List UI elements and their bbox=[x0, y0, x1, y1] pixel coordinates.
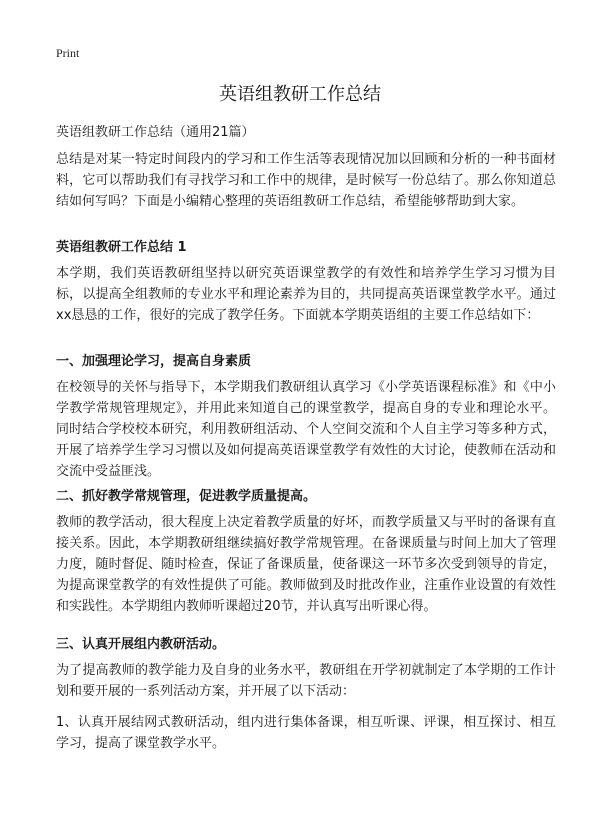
part-1-heading: 一、加强理论学习，提高自身素质 bbox=[56, 354, 252, 369]
document-title: 英语组教研工作总结 bbox=[219, 84, 381, 105]
part-3-paragraph: 为了提高教师的教学能力及自身的业务水平，教研组在开学初就制定了本学期的工作计划和要开展的一系列活动方案，并开展了以下活动： bbox=[56, 663, 556, 699]
print-label: Print bbox=[56, 46, 80, 60]
document-subtitle: 英语组教研工作总结（通用21篇） bbox=[56, 125, 255, 140]
intro-paragraph: 总结是对某一特定时间段内的学习和工作生活等表现情况加以回顾和分析的一种书面材料，它可以帮助我们有寻找学习和工作中的规律，是时候写一份总结了。那么你知道总结如何写吗？下面是小编精心整理的英语组教研工作总结，希望能够帮助到大家。 bbox=[56, 152, 556, 209]
part-2-heading: 二、抓好教学常规管理，促进教学质量提高。 bbox=[56, 489, 317, 504]
section-1-heading: 英语组教研工作总结 1 bbox=[56, 240, 187, 255]
part-3-heading: 三、认真开展组内教研活动。 bbox=[56, 637, 226, 652]
section-1-paragraph: 本学期，我们英语教研组坚持以研究英语课堂教学的有效性和培养学生学习习惯为目标，以提高全组教师的专业水平和理论素养为目的，共同提高英语课堂教学水平。通过xx恳恳的工作，很好的完成了教学任务。下面就本学期英语组的主要工作总结如下： bbox=[56, 266, 556, 323]
part-1-paragraph: 在校领导的关怀与指导下，本学期我们教研组认真学习《小学英语课程标准》和《中小学教学常规管理规定》，并用此来知道自己的课堂教学，提高自身的专业和理论水平。同时结合学校校本研究，利用教研组活动、个人空间交流和个人自主学习等多种方式，开展了培养学生学习习惯以及如何提高英语课堂教学有效性的大讨论，使教师在活动和交流中受益匪浅。 bbox=[56, 380, 556, 479]
part-2-paragraph: 教师的教学活动，很大程度上决定着教学质量的好坏，而教学质量又与平时的备课有直接关系。因此，本学期教研组继续搞好教学常规管理。在备课质量与时间上加大了管理力度，随时督促、随时检查，保证了备课质量，使备课这一环节多次受到领导的肯定，为提高课堂教学的有效性提供了可能。教师做到及时批改作业，注重作业设置的有效性和实践性。本学期组内教师听课超过20节，并认真写出听课心得。 bbox=[56, 515, 556, 614]
part-3-list-item-1: 1、认真开展结网式教研活动，组内进行集体备课，相互听课、评课，相互探讨、相互学习，提高了课堂教学水平。 bbox=[56, 715, 556, 751]
